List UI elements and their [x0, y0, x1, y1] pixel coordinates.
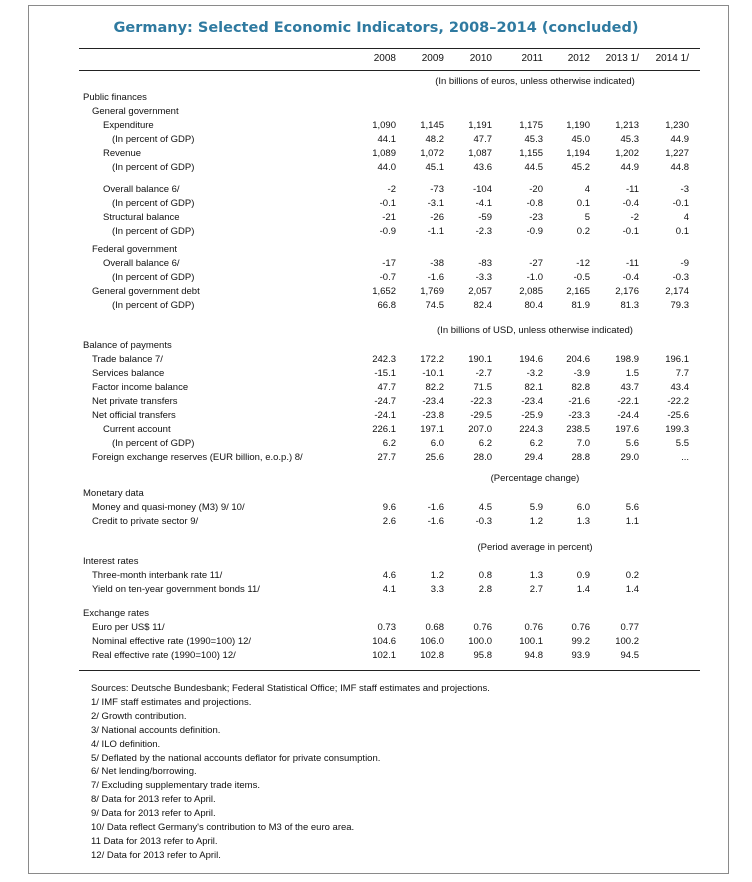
cell-value: 0.9 [576, 570, 590, 581]
cell-value: 7.0 [576, 438, 590, 449]
row-label: (In percent of GDP) [112, 134, 195, 145]
cell-value: 93.9 [571, 650, 590, 661]
cell-value: 1,652 [372, 286, 396, 297]
cell-value: -27 [529, 258, 543, 269]
cell-value: -1.6 [427, 516, 444, 527]
cell-value: 1,202 [615, 148, 639, 159]
row-label: (In percent of GDP) [112, 272, 195, 283]
cell-value: -23.3 [568, 410, 590, 421]
cell-value: 0.76 [524, 622, 543, 633]
header-bottom-rule [79, 70, 700, 71]
cell-value: -3.1 [427, 198, 444, 209]
cell-value: 226.1 [372, 424, 396, 435]
table-row [0, 184, 752, 198]
cell-value: 204.6 [566, 354, 590, 365]
cell-value: 224.3 [519, 424, 543, 435]
page-title: Germany: Selected Economic Indicators, 2008–2014 (concluded) [113, 20, 639, 36]
cell-value: 1,230 [665, 120, 689, 131]
cell-value: 2.7 [529, 584, 543, 595]
cell-value: 1,769 [420, 286, 444, 297]
row-label: Trade balance 7/ [92, 354, 163, 365]
cell-value: 28.8 [571, 452, 590, 463]
table-row [0, 120, 752, 134]
table-row [0, 258, 752, 272]
cell-value: 2,085 [519, 286, 543, 297]
cell-value: 71.5 [473, 382, 492, 393]
footnote: 1/ IMF staff estimates and projections. [91, 696, 252, 708]
row-label: Structural balance [103, 212, 180, 223]
year-header: 2013 1/ [605, 53, 639, 64]
unit-note-usd: (In billions of USD, unless otherwise indicated) [437, 325, 633, 336]
table-row [0, 286, 752, 300]
cell-value: -3.9 [573, 368, 590, 379]
cell-value: 1,194 [566, 148, 590, 159]
cell-value: 172.2 [420, 354, 444, 365]
section-heading-row [0, 608, 752, 622]
cell-value: 45.0 [571, 134, 590, 145]
cell-value: -2.7 [475, 368, 492, 379]
row-label: Foreign exchange reserves (EUR billion, e.o.p.) 8/ [92, 452, 303, 463]
row-label: General government [92, 106, 179, 117]
cell-value: 95.8 [473, 650, 492, 661]
cell-value: 0.73 [377, 622, 396, 633]
cell-value: -1.1 [427, 226, 444, 237]
cell-value: -24.1 [374, 410, 396, 421]
row-label: Net private transfers [92, 396, 178, 407]
footnote: 8/ Data for 2013 refer to April. [91, 794, 216, 806]
cell-value: 74.5 [425, 300, 444, 311]
year-header: 2010 [469, 53, 492, 64]
cell-value: -11 [625, 184, 639, 195]
cell-value: -3.3 [475, 272, 492, 283]
year-header: 2014 1/ [655, 53, 689, 64]
cell-value: -4.1 [475, 198, 492, 209]
cell-value: 0.1 [576, 198, 590, 209]
cell-value: 102.8 [420, 650, 444, 661]
row-label: Services balance [92, 368, 165, 379]
row-label: Balance of payments [83, 340, 172, 351]
cell-value: -0.1 [379, 198, 396, 209]
cell-value: 4 [584, 184, 590, 195]
cell-value: 6.2 [478, 438, 492, 449]
row-label: Credit to private sector 9/ [92, 516, 199, 527]
row-label: Expenditure [103, 120, 154, 131]
table-row [0, 368, 752, 382]
cell-value: -23 [529, 212, 543, 223]
cell-value: -22.3 [470, 396, 492, 407]
cell-value: 7.7 [675, 368, 689, 379]
unit-note-period-average: (Period average in percent) [477, 542, 593, 553]
cell-value: 0.68 [425, 622, 444, 633]
cell-value: 0.76 [571, 622, 590, 633]
cell-value: -0.1 [672, 198, 689, 209]
cell-value: 0.2 [576, 226, 590, 237]
table-row [0, 622, 752, 636]
cell-value: 238.5 [566, 424, 590, 435]
section-heading-row [0, 244, 752, 258]
table-row [0, 452, 752, 466]
footnote: 11 Data for 2013 refer to April. [91, 835, 218, 847]
cell-value: 4 [683, 212, 689, 223]
footnote: 9/ Data for 2013 refer to April. [91, 808, 216, 820]
cell-value: -3 [680, 184, 689, 195]
cell-value: 2.8 [478, 584, 492, 595]
cell-value: -0.4 [622, 272, 639, 283]
cell-value: -25.9 [521, 410, 543, 421]
cell-value: 2,176 [615, 286, 639, 297]
table-row [0, 636, 752, 650]
table-row [0, 410, 752, 424]
cell-value: 2,057 [468, 286, 492, 297]
cell-value: 2,174 [665, 286, 689, 297]
cell-value: 94.8 [524, 650, 543, 661]
cell-value: 1,213 [615, 120, 639, 131]
cell-value: 47.7 [377, 382, 396, 393]
cell-value: 66.8 [377, 300, 396, 311]
cell-value: 2.6 [382, 516, 396, 527]
cell-value: 2,165 [566, 286, 590, 297]
cell-value: 1.1 [625, 516, 639, 527]
row-label: (In percent of GDP) [112, 226, 195, 237]
cell-value: -0.9 [379, 226, 396, 237]
cell-value: 4.6 [382, 570, 396, 581]
table-row [0, 226, 752, 240]
cell-value: -0.1 [622, 226, 639, 237]
cell-value: 6.0 [576, 502, 590, 513]
cell-value: 4.5 [478, 502, 492, 513]
cell-value: -2 [630, 212, 639, 223]
cell-value: 1.5 [625, 368, 639, 379]
cell-value: 1.3 [529, 570, 543, 581]
cell-value: 29.4 [524, 452, 543, 463]
row-label: (In percent of GDP) [112, 198, 195, 209]
cell-value: 207.0 [468, 424, 492, 435]
table-row [0, 162, 752, 176]
cell-value: 44.8 [670, 162, 689, 173]
cell-value: -0.3 [475, 516, 492, 527]
cell-value: 29.0 [620, 452, 639, 463]
unit-note-percentage-change: (Percentage change) [490, 473, 580, 484]
table-row [0, 134, 752, 148]
table-bottom-rule [79, 670, 700, 671]
cell-value: 1,089 [372, 148, 396, 159]
cell-value: 44.9 [620, 162, 639, 173]
cell-value: -22.2 [667, 396, 689, 407]
cell-value: -38 [430, 258, 444, 269]
section-heading-row [0, 488, 752, 502]
table-row [0, 354, 752, 368]
cell-value: 1.2 [529, 516, 543, 527]
row-label: Exchange rates [83, 608, 150, 619]
cell-value: -17 [382, 258, 396, 269]
cell-value: 27.7 [377, 452, 396, 463]
cell-value: -23.4 [521, 396, 543, 407]
table-row [0, 212, 752, 226]
cell-value: 106.0 [420, 636, 444, 647]
cell-value: -23.8 [422, 410, 444, 421]
cell-value: 4.1 [382, 584, 396, 595]
cell-value: 100.2 [615, 636, 639, 647]
footnote: 12/ Data for 2013 refer to April. [91, 849, 221, 861]
cell-value: -26 [430, 212, 444, 223]
row-label: Money and quasi-money (M3) 9/ 10/ [92, 502, 245, 513]
cell-value: -29.5 [470, 410, 492, 421]
cell-value: 99.2 [571, 636, 590, 647]
cell-value: 9.6 [382, 502, 396, 513]
cell-value: 45.2 [571, 162, 590, 173]
table-row [0, 300, 752, 314]
footnotes [91, 682, 490, 863]
cell-value: 199.3 [665, 424, 689, 435]
cell-value: -0.8 [526, 198, 543, 209]
sources-note: Sources: Deutsche Bundesbank; Federal Statistical Office; IMF staff estimates and projections. [91, 683, 490, 694]
cell-value: 79.3 [670, 300, 689, 311]
footnote: 7/ Excluding supplementary trade items. [91, 780, 260, 792]
table-row [0, 584, 752, 598]
cell-value: -24.7 [374, 396, 396, 407]
row-label: (In percent of GDP) [112, 300, 195, 311]
cell-value: -3.2 [526, 368, 543, 379]
row-label: Revenue [103, 148, 142, 159]
cell-value: -1.0 [526, 272, 543, 283]
cell-value: 242.3 [372, 354, 396, 365]
cell-value: -0.7 [379, 272, 396, 283]
year-header: 2009 [421, 53, 444, 64]
cell-value: 6.2 [529, 438, 543, 449]
cell-value: -25.6 [667, 410, 689, 421]
cell-value: 1.2 [430, 570, 444, 581]
row-label: General government debt [92, 286, 200, 297]
cell-value: 1,175 [519, 120, 543, 131]
cell-value: -24.4 [617, 410, 639, 421]
cell-value: 6.2 [382, 438, 396, 449]
year-header: 2012 [567, 53, 590, 64]
cell-value: -104 [472, 184, 492, 195]
cell-value: -59 [478, 212, 492, 223]
footnote: 3/ National accounts definition. [91, 724, 221, 736]
row-label: Monetary data [83, 488, 144, 499]
cell-value: -2.3 [475, 226, 492, 237]
cell-value: 44.9 [670, 134, 689, 145]
cell-value: 104.6 [372, 636, 396, 647]
table-row [0, 438, 752, 452]
cell-value: 5.6 [625, 502, 639, 513]
cell-value: 1.4 [625, 584, 639, 595]
cell-value: 43.6 [473, 162, 492, 173]
row-label: Net official transfers [92, 410, 176, 421]
cell-value: -10.1 [422, 368, 444, 379]
row-label: Federal government [92, 244, 178, 255]
table-row [0, 198, 752, 212]
cell-value: -20 [529, 184, 543, 195]
cell-value: 82.4 [473, 300, 492, 311]
cell-value: 1,145 [420, 120, 444, 131]
cell-value: -12 [576, 258, 590, 269]
table-row [0, 272, 752, 286]
cell-value: -21 [382, 212, 396, 223]
year-header: 2011 [521, 53, 543, 64]
cell-value: 1.3 [576, 516, 590, 527]
cell-value: 82.8 [571, 382, 590, 393]
cell-value: 1,227 [665, 148, 689, 159]
cell-value: 80.4 [524, 300, 543, 311]
cell-value: -1.6 [427, 502, 444, 513]
section-heading-row [0, 92, 752, 106]
row-label: Public finances [83, 92, 147, 103]
cell-value: -23.4 [422, 396, 444, 407]
cell-value: 190.1 [468, 354, 492, 365]
table-row [0, 502, 752, 516]
cell-value: 197.1 [420, 424, 444, 435]
cell-value: 1,191 [468, 120, 492, 131]
cell-value: 6.0 [430, 438, 444, 449]
cell-value: 1,087 [468, 148, 492, 159]
cell-value: ... [681, 452, 689, 463]
cell-value: 194.6 [519, 354, 543, 365]
cell-value: 198.9 [615, 354, 639, 365]
cell-value: 1,090 [372, 120, 396, 131]
footnote: 5/ Deflated by the national accounts deflator for private consumption. [91, 752, 381, 764]
cell-value: 1.4 [576, 584, 590, 595]
cell-value: 3.3 [430, 584, 444, 595]
cell-value: -0.9 [526, 226, 543, 237]
cell-value: 100.1 [519, 636, 543, 647]
cell-value: 0.1 [675, 226, 689, 237]
table-row [0, 516, 752, 530]
cell-value: 25.6 [425, 452, 444, 463]
cell-value: -21.6 [568, 396, 590, 407]
cell-value: 197.6 [615, 424, 639, 435]
cell-value: 5.5 [675, 438, 689, 449]
cell-value: -15.1 [374, 368, 396, 379]
footnote: 4/ ILO definition. [91, 738, 161, 750]
row-label: Overall balance 6/ [103, 258, 180, 269]
cell-value: 5.9 [529, 502, 543, 513]
footnote: 2/ Growth contribution. [91, 710, 187, 722]
cell-value: 47.7 [473, 134, 492, 145]
section-heading-row [0, 556, 752, 570]
cell-value: -83 [478, 258, 492, 269]
cell-value: 1,072 [420, 148, 444, 159]
table-row [0, 148, 752, 162]
table-row [0, 396, 752, 410]
cell-value: 44.1 [377, 134, 396, 145]
cell-value: 45.1 [425, 162, 444, 173]
year-header: 2008 [373, 53, 396, 64]
row-label: Overall balance 6/ [103, 184, 180, 195]
cell-value: -9 [680, 258, 689, 269]
row-label: Current account [103, 424, 171, 435]
cell-value: 0.2 [625, 570, 639, 581]
row-label: Real effective rate (1990=100) 12/ [92, 650, 236, 661]
cell-value: -1.6 [427, 272, 444, 283]
cell-value: 100.0 [468, 636, 492, 647]
cell-value: 28.0 [473, 452, 492, 463]
table-row [0, 424, 752, 438]
cell-value: 1,190 [566, 120, 590, 131]
section-heading-row [0, 106, 752, 120]
row-label: (In percent of GDP) [112, 438, 195, 449]
cell-value: -22.1 [617, 396, 639, 407]
header-top-rule [79, 48, 700, 49]
cell-value: 0.77 [620, 622, 639, 633]
cell-value: 5 [584, 212, 590, 223]
cell-value: 43.4 [670, 382, 689, 393]
cell-value: 196.1 [665, 354, 689, 365]
cell-value: 45.3 [620, 134, 639, 145]
cell-value: 0.76 [473, 622, 492, 633]
cell-value: 102.1 [372, 650, 396, 661]
footnote: 10/ Data reflect Germany's contribution to M3 of the euro area. [91, 822, 355, 834]
cell-value: 94.5 [620, 650, 639, 661]
cell-value: -11 [625, 258, 639, 269]
cell-value: -2 [387, 184, 396, 195]
row-label: Nominal effective rate (1990=100) 12/ [92, 636, 252, 647]
row-label: Interest rates [83, 556, 139, 567]
row-label: Yield on ten-year government bonds 11/ [92, 584, 260, 595]
row-label: Euro per US$ 11/ [92, 622, 165, 633]
cell-value: 82.2 [425, 382, 444, 393]
cell-value: -0.3 [672, 272, 689, 283]
cell-value: 82.1 [524, 382, 543, 393]
cell-value: 81.3 [620, 300, 639, 311]
cell-value: 45.3 [524, 134, 543, 145]
section-heading-row [0, 340, 752, 354]
cell-value: 81.9 [571, 300, 590, 311]
row-label: Factor income balance [92, 382, 189, 393]
unit-note-euros: (In billions of euros, unless otherwise indicated) [435, 76, 635, 87]
cell-value: 48.2 [425, 134, 444, 145]
cell-value: 0.8 [478, 570, 492, 581]
cell-value: -0.4 [622, 198, 639, 209]
table-row [0, 650, 752, 664]
cell-value: 43.7 [620, 382, 639, 393]
cell-value: 1,155 [519, 148, 543, 159]
cell-value: 44.5 [524, 162, 543, 173]
cell-value: -73 [430, 184, 444, 195]
footnote: 6/ Net lending/borrowing. [91, 766, 197, 778]
cell-value: 5.6 [625, 438, 639, 449]
row-label: Three-month interbank rate 11/ [92, 570, 223, 581]
table-row [0, 570, 752, 584]
cell-value: 44.0 [377, 162, 396, 173]
table-row [0, 382, 752, 396]
row-label: (In percent of GDP) [112, 162, 195, 173]
cell-value: -0.5 [573, 272, 590, 283]
